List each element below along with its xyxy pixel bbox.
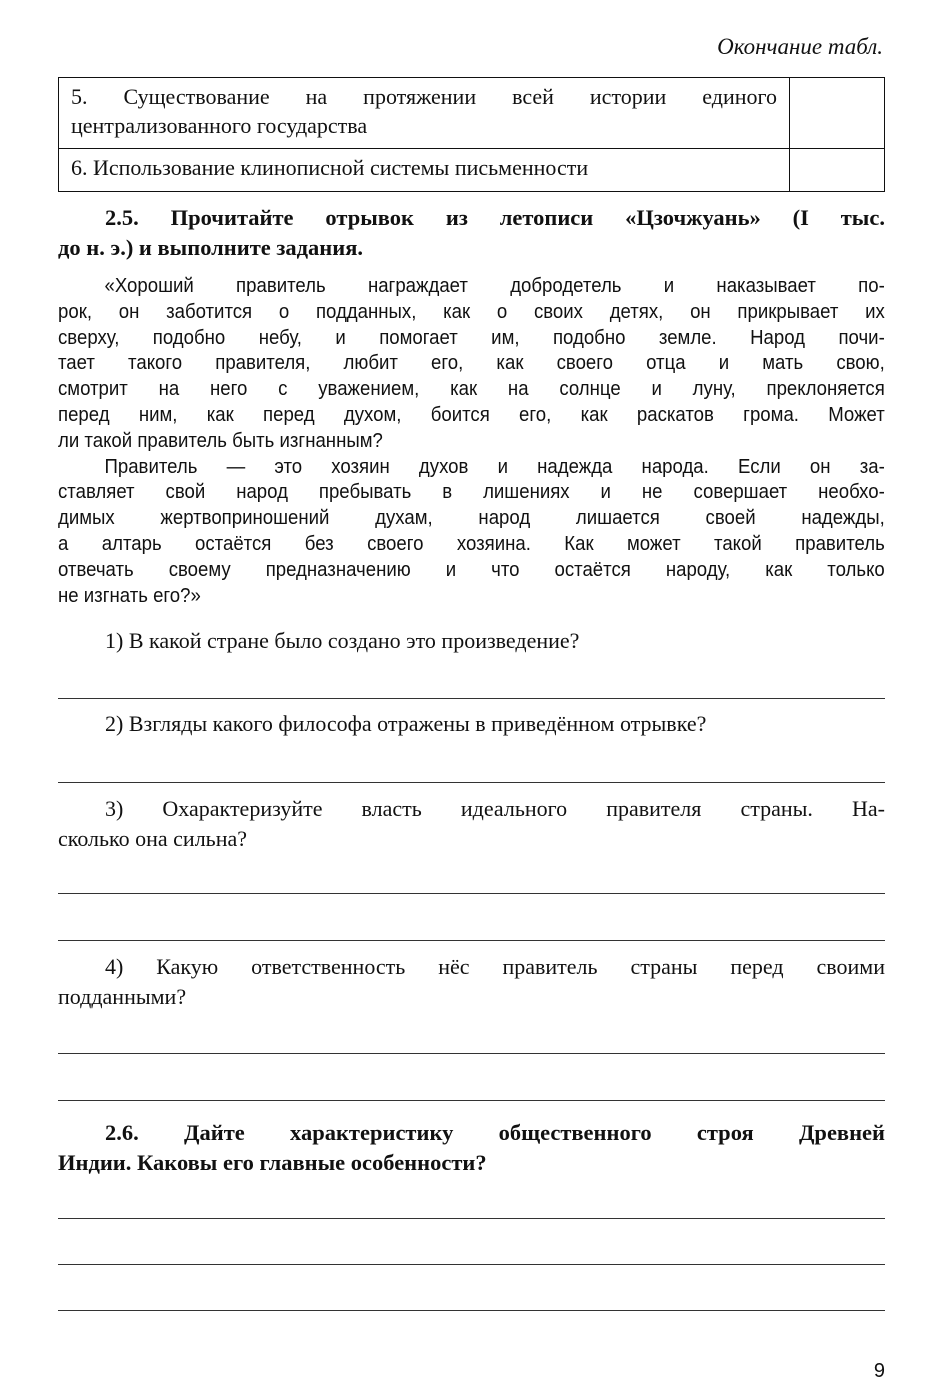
question-line: 4) Какую ответственность нёс правитель страны перед своими bbox=[105, 954, 885, 979]
answer-line[interactable] bbox=[58, 782, 885, 783]
answer-line[interactable] bbox=[58, 698, 885, 699]
passage-line: ставляет свой народ пребывать в лишениях и не совершает необхо- bbox=[58, 481, 885, 504]
passage-line: ли такой правитель быть изгнанным? bbox=[58, 429, 383, 452]
passage-line: «Хороший правитель награждает добродетель и наказывает по- bbox=[104, 275, 885, 297]
table-cell-text bbox=[59, 78, 790, 149]
question-3 bbox=[58, 794, 885, 854]
passage-line: сверху, подобно небу, и помогает им, подобно земле. Народ почи- bbox=[58, 326, 885, 349]
cell-line: централизованного государства bbox=[71, 113, 368, 138]
answer-cell[interactable] bbox=[790, 149, 885, 192]
question-line: 2) Взгляды какого философа отражены в приведённом отрывке? bbox=[105, 711, 707, 736]
passage-line: рок, он заботится о подданных, как о своих детях, он прикрывает их bbox=[58, 300, 885, 323]
heading-line: 2.5. Прочитайте отрывок из летописи «Цзочжуань» (I тыс. bbox=[105, 205, 885, 230]
question-1 bbox=[58, 626, 885, 656]
chronicle-passage bbox=[58, 274, 885, 609]
question-line: 3) Охарактеризуйте власть идеального правителя страны. На- bbox=[105, 796, 885, 821]
answer-line[interactable] bbox=[58, 893, 885, 894]
heading-line: 2.6. Дайте характеристику общественного строя Древней bbox=[105, 1120, 885, 1145]
task-2-5-heading bbox=[58, 203, 885, 263]
question-4 bbox=[58, 952, 885, 1012]
answer-line[interactable] bbox=[58, 1053, 885, 1054]
passage-line: тает такого правителя, любит его, как своего отца и мать свою, bbox=[58, 352, 885, 375]
passage-line: а алтарь остаётся без своего хозяина. Как может такой правитель bbox=[58, 532, 885, 555]
question-line: 1) В какой стране было создано это произведение? bbox=[105, 628, 580, 653]
question-2 bbox=[58, 709, 885, 739]
table-row bbox=[59, 149, 885, 192]
passage-line: не изгнать его?» bbox=[58, 584, 201, 607]
answer-line[interactable] bbox=[58, 1310, 885, 1311]
answer-line[interactable] bbox=[58, 940, 885, 941]
passage-line: димых жертвоприношений духам, народ лишается своей надежды, bbox=[58, 507, 885, 530]
task-2-6-heading bbox=[58, 1118, 885, 1178]
heading-line: Индии. Каковы его главные особенности? bbox=[58, 1150, 487, 1175]
passage-line: перед ним, как перед духом, боится его, как раскатов грома. Может bbox=[58, 403, 885, 426]
table-row bbox=[59, 78, 885, 149]
answer-line[interactable] bbox=[58, 1100, 885, 1101]
features-table bbox=[58, 77, 885, 192]
passage-line: Правитель — это хозяин духов и надежда народа. Если он за- bbox=[104, 455, 885, 478]
passage-line: смотрит на него с уважением, как на солнце и луну, преклоняется bbox=[58, 378, 885, 401]
answer-cell[interactable] bbox=[790, 78, 885, 149]
table-continuation-label: Окончание табл. bbox=[717, 34, 883, 59]
cell-line: 6. Использование клинописной системы письменности bbox=[71, 155, 589, 180]
cell-line: 5. Существование на протяжении всей истории единого bbox=[71, 84, 777, 109]
table-cell-text bbox=[59, 149, 790, 192]
passage-line: отвечать своему предназначению и что остаётся народу, как только bbox=[58, 558, 885, 581]
answer-line[interactable] bbox=[58, 1218, 885, 1219]
question-line: сколько она сильна? bbox=[58, 826, 248, 851]
question-line: подданными? bbox=[58, 984, 187, 1009]
page-number: 9 bbox=[873, 1360, 885, 1382]
answer-line[interactable] bbox=[58, 1264, 885, 1265]
heading-line: до н. э.) и выполните задания. bbox=[58, 235, 364, 260]
